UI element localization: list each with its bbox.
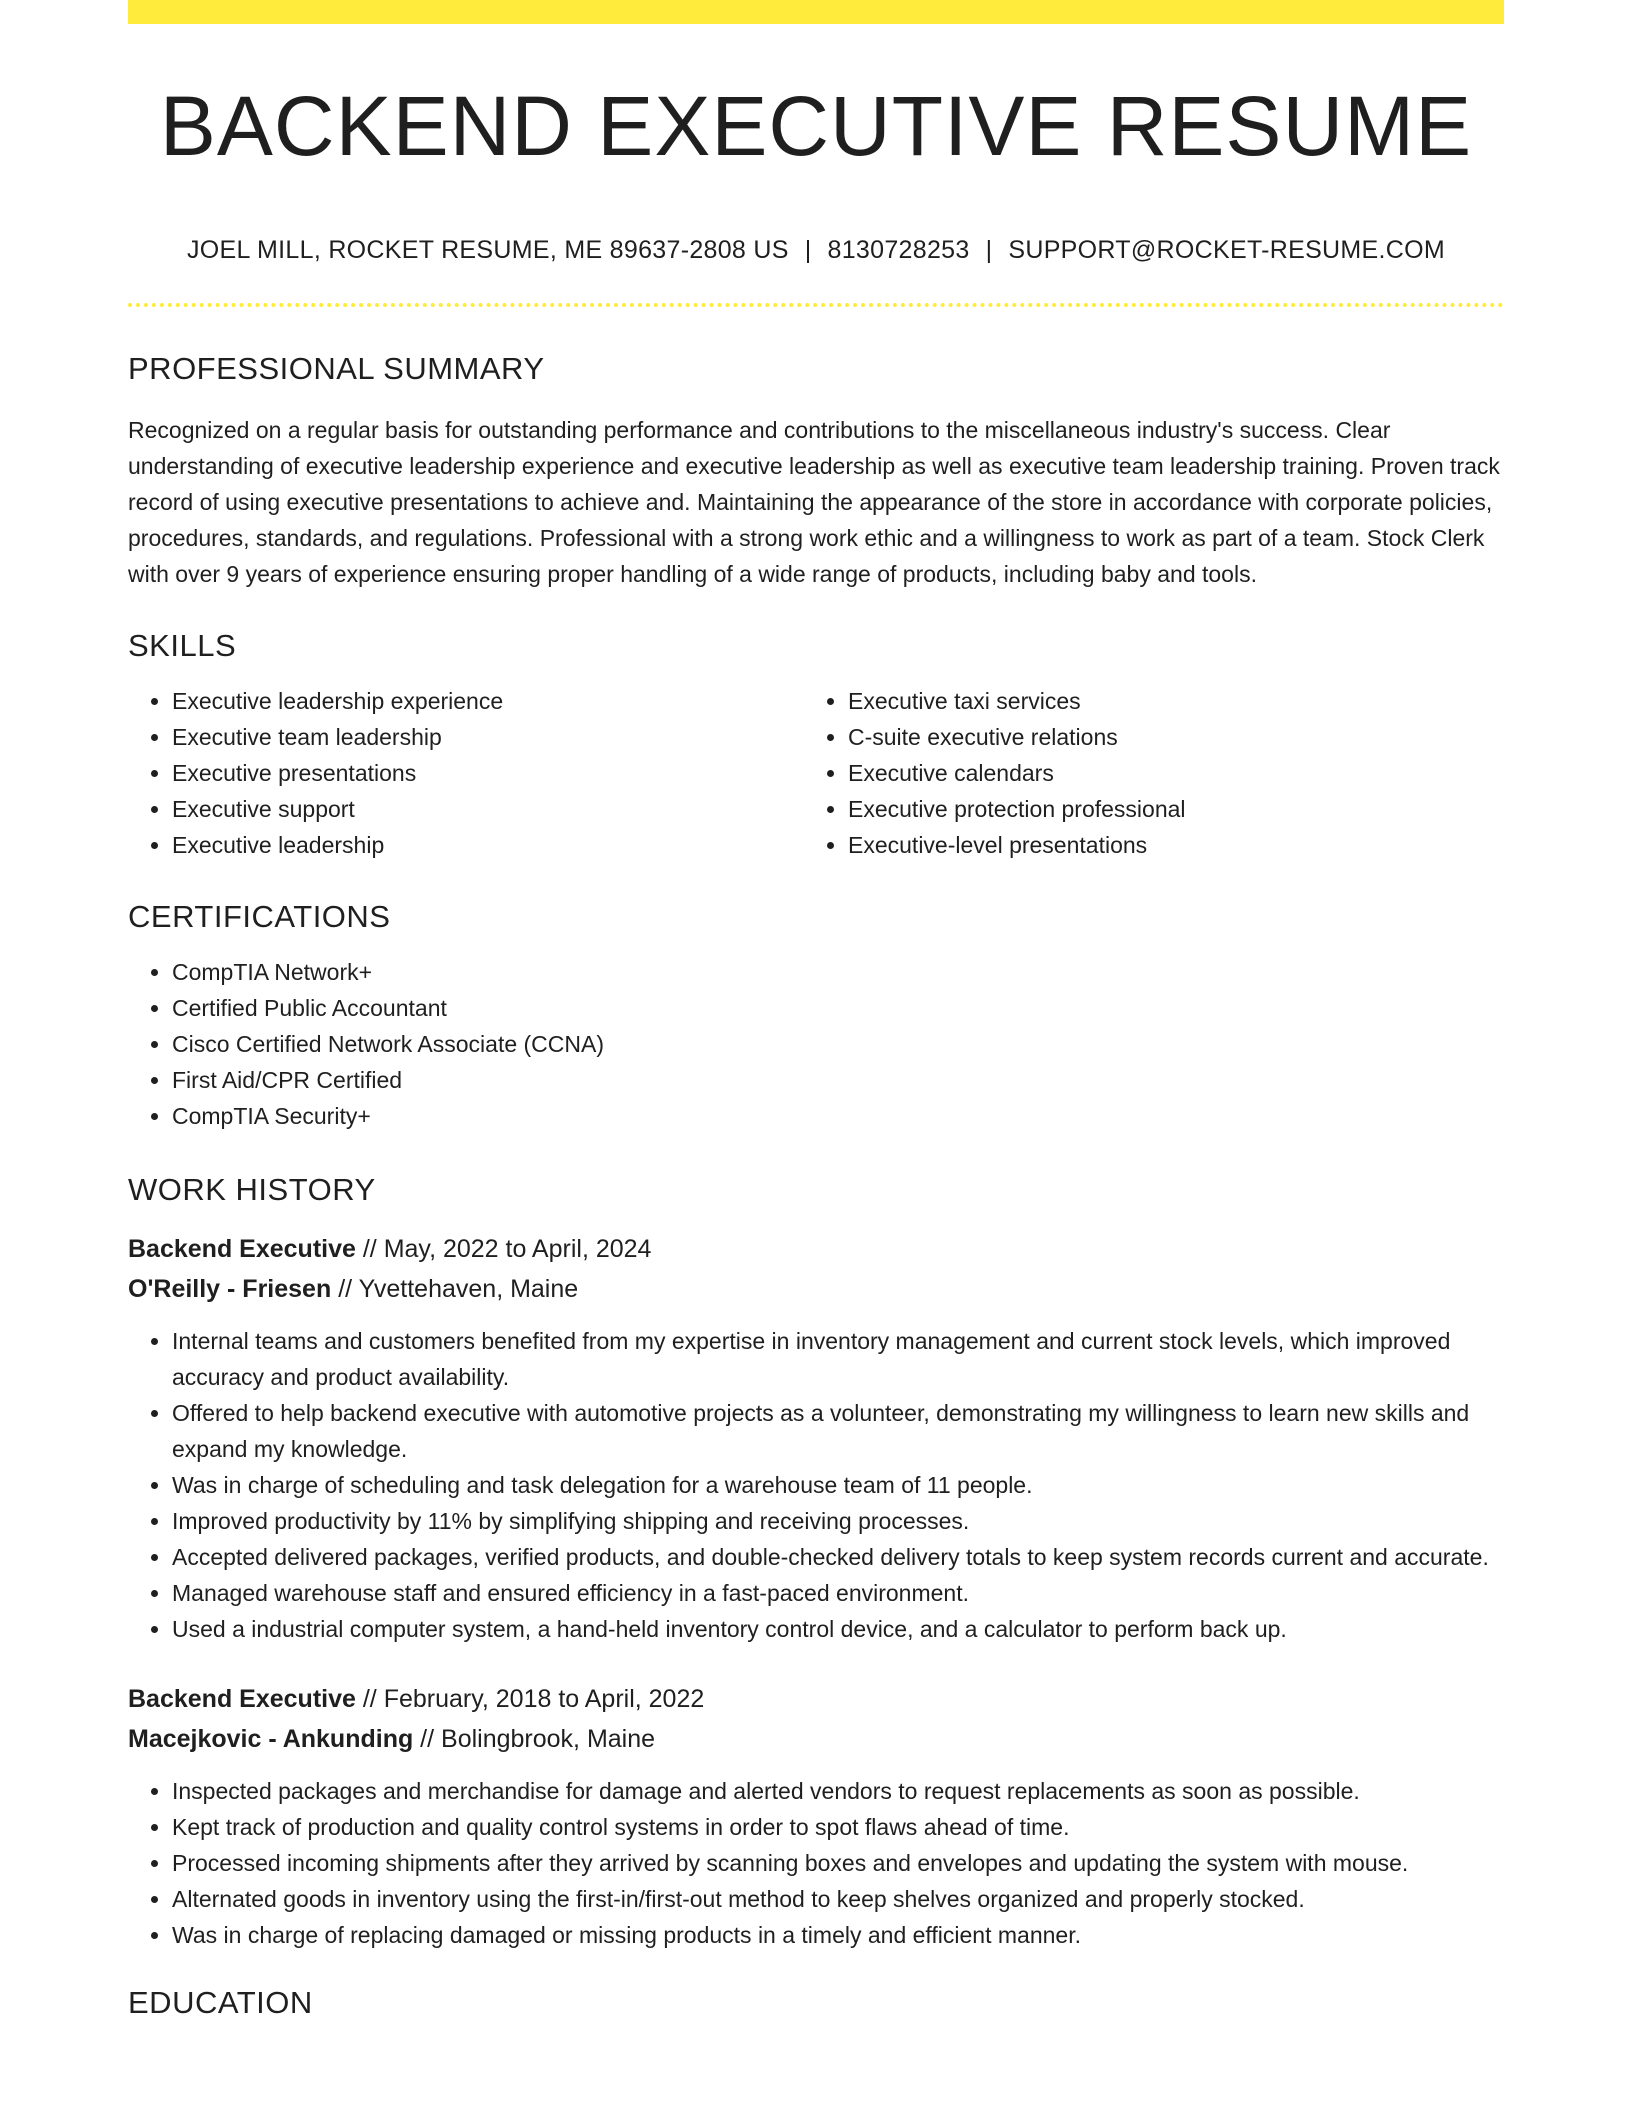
job-company: O'Reilly - Friesen <box>128 1275 332 1303</box>
job-location: // Bolingbrook, Maine <box>413 1725 656 1753</box>
certification-item: • CompTIA Network+ <box>172 954 1504 990</box>
contact-line <box>128 236 1504 265</box>
certification-item: • Cisco Certified Network Associate (CCNA) <box>172 1026 1504 1062</box>
job-dates: // May, 2022 to April, 2024 <box>355 1235 652 1263</box>
certification-item: • First Aid/CPR Certified <box>172 1062 1504 1098</box>
work-history-heading: WORK HISTORY <box>128 1172 376 1207</box>
job-bullet: • Processed incoming shipments after they arrived by scanning boxes and envelopes and updating the system with mouse. <box>172 1845 1504 1881</box>
job-bullet: • Improved productivity by 11% by simplifying shipping and receiving processes. <box>172 1503 1504 1539</box>
job-entry <box>128 1229 1504 1647</box>
job-bullet: • Inspected packages and merchandise for damage and alerted vendors to request replacements as soon as possible. <box>172 1773 1504 1809</box>
job-company-line <box>128 1719 1504 1759</box>
contact-address: JOEL MILL, ROCKET RESUME, ME 89637-2808 US <box>187 236 789 264</box>
skill-item: • Executive-level presentations <box>848 827 1480 863</box>
skill-item: • Executive protection professional <box>848 791 1480 827</box>
resume-content <box>128 24 1504 2018</box>
job-bullet: • Kept track of production and quality control systems in order to spot flaws ahead of time. <box>172 1809 1504 1845</box>
skill-item: • Executive taxi services <box>848 683 1480 719</box>
dotted-divider <box>128 303 1504 307</box>
job-company-line <box>128 1269 1504 1309</box>
skill-item: • Executive leadership <box>172 827 804 863</box>
certification-item: • CompTIA Security+ <box>172 1098 1504 1134</box>
certifications-list <box>128 954 1504 1134</box>
job-bullets <box>128 1323 1504 1647</box>
certifications-heading: CERTIFICATIONS <box>128 899 391 934</box>
job-bullets <box>128 1773 1504 1953</box>
contact-separator: | <box>985 236 993 264</box>
job-bullet: • Alternated goods in inventory using the first-in/first-out method to keep shelves organized and properly stocked. <box>172 1881 1504 1917</box>
job-title-line <box>128 1679 1504 1719</box>
job-entry <box>128 1679 1504 1953</box>
job-title-line <box>128 1229 1504 1269</box>
job-location: // Yvettehaven, Maine <box>331 1275 579 1303</box>
skill-item: • Executive team leadership <box>172 719 804 755</box>
contact-phone: 8130728253 <box>827 236 970 264</box>
skills-list-right <box>804 683 1480 863</box>
summary-heading: PROFESSIONAL SUMMARY <box>128 351 545 386</box>
resume-title: BACKEND EXECUTIVE RESUME <box>159 79 1473 173</box>
job-bullet: • Offered to help backend executive with automotive projects as a volunteer, demonstrating my willingness to learn new skills and expand my knowledge. <box>172 1395 1504 1467</box>
job-bullet: • Used a industrial computer system, a hand-held inventory control device, and a calculator to perform back up. <box>172 1611 1504 1647</box>
education-heading: EDUCATION <box>128 1985 313 2020</box>
contact-separator: | <box>804 236 812 264</box>
job-title: Backend Executive <box>128 1685 356 1713</box>
skill-item: • C-suite executive relations <box>848 719 1480 755</box>
top-accent-bar <box>128 0 1504 24</box>
certification-item: • Certified Public Accountant <box>172 990 1504 1026</box>
job-bullet: • Was in charge of replacing damaged or missing products in a timely and efficient manner. <box>172 1917 1504 1953</box>
skill-item: • Executive presentations <box>172 755 804 791</box>
job-bullet: • Internal teams and customers benefited from my expertise in inventory management and current stock levels, which improved accuracy and product availability. <box>172 1323 1504 1395</box>
job-title: Backend Executive <box>128 1235 356 1263</box>
skill-item: • Executive calendars <box>848 755 1480 791</box>
skill-item: • Executive support <box>172 791 804 827</box>
summary-text: Recognized on a regular basis for outstanding performance and contributions to the miscellaneous industry's success. Clear understanding of executive leadership experience and executive leadership as well as executive team leadership training. Proven track record of using executive presentations to achieve and. Maintaining the appearance of the store in accordance with corporate policies, procedures, standards, and regulations. Professional with a strong work ethic and a willingness to work as part of a team. Stock Clerk with over 9 years of experience ensuring proper handling of a wide range of products, including baby and tools. <box>128 417 1500 587</box>
skill-item: • Executive leadership experience <box>172 683 804 719</box>
skills-heading: SKILLS <box>128 628 237 663</box>
job-bullet: • Managed warehouse staff and ensured efficiency in a fast-paced environment. <box>172 1575 1504 1611</box>
contact-email: SUPPORT@ROCKET-RESUME.COM <box>1008 236 1445 264</box>
job-dates: // February, 2018 to April, 2022 <box>355 1685 705 1713</box>
job-bullet: • Was in charge of scheduling and task delegation for a warehouse team of 11 people. <box>172 1467 1504 1503</box>
skills-grid <box>128 683 1504 863</box>
job-company: Macejkovic - Ankunding <box>128 1725 414 1753</box>
job-bullet: • Accepted delivered packages, verified products, and double-checked delivery totals to keep system records current and accurate. <box>172 1539 1504 1575</box>
skills-list-left <box>128 683 804 863</box>
